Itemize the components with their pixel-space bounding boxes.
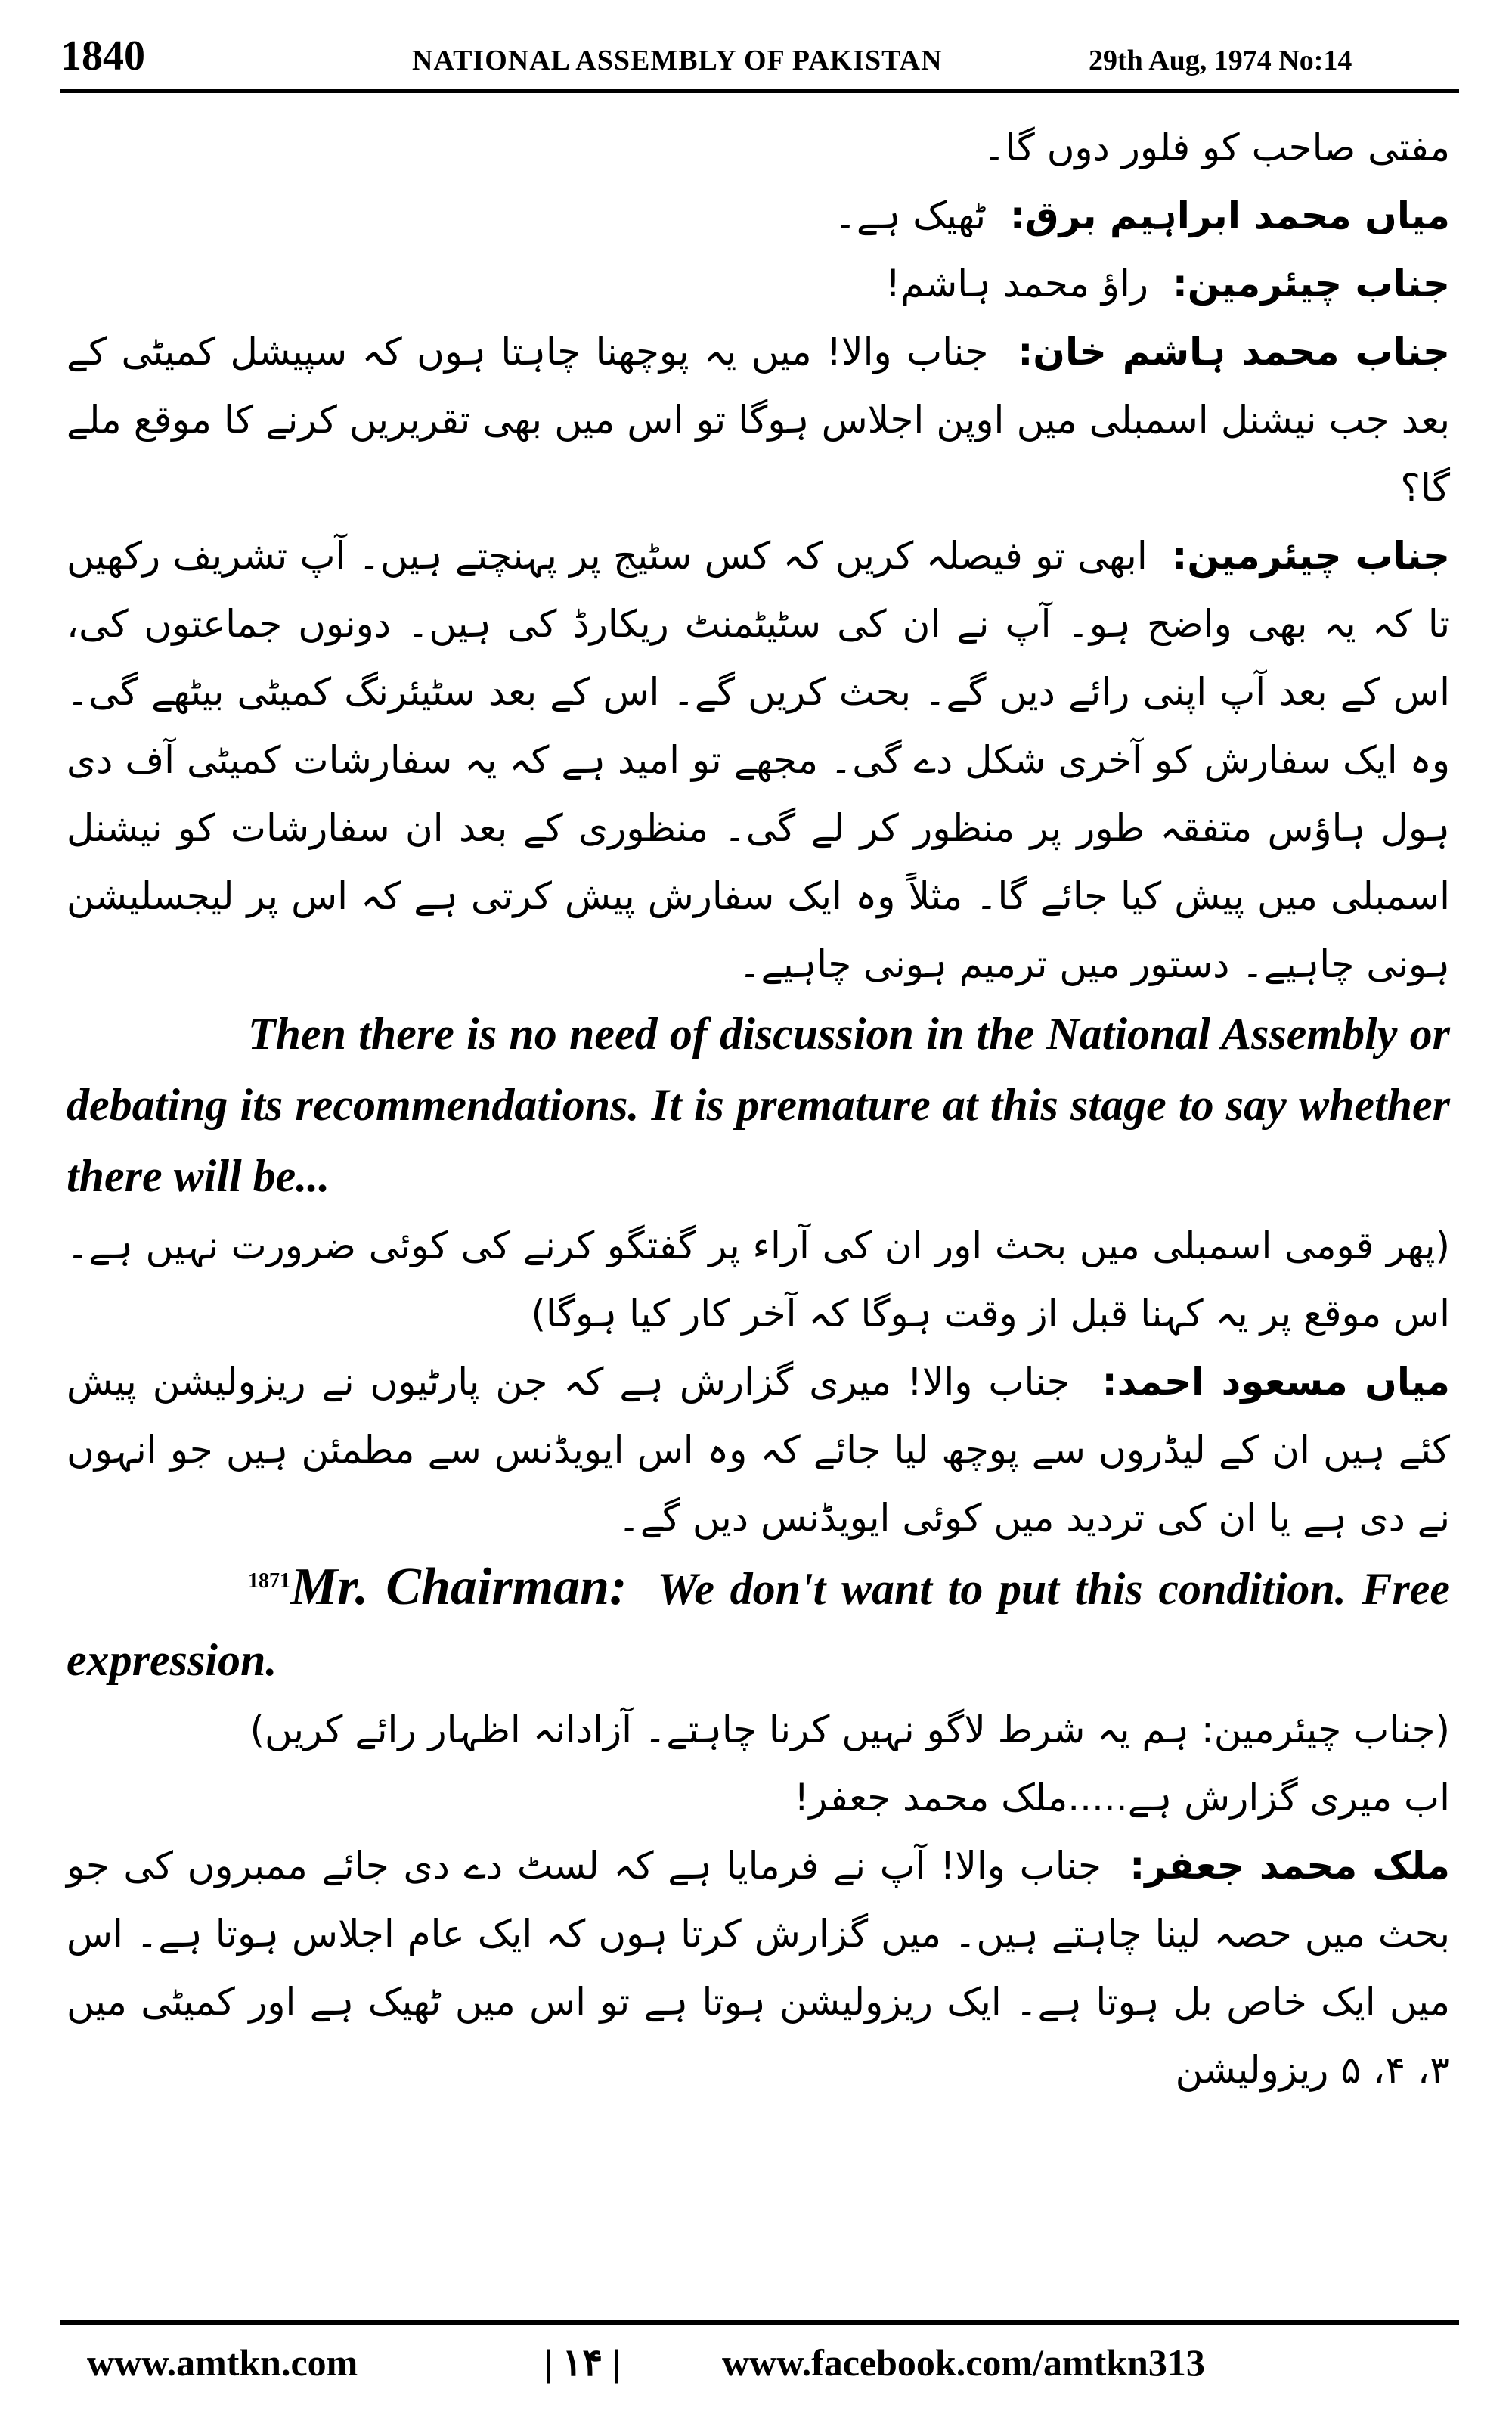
paragraph-6	[67, 1212, 1450, 1348]
speaker-name: ملک محمد جعفر:	[1129, 1844, 1450, 1888]
paragraph-text: جناب والا! آپ نے فرمایا ہے کہ لسٹ دے دی جائے ممبروں کی جو بحث میں حصہ لینا چاہتے ہیں۔ میں گزارش کرتا ہوں کہ ایک عام اجلاس ہوتا ہے۔ اس میں ایک خاص بل ہوتا ہے۔ ایک ریزولیشن ہوتا ہے تو اس میں ٹھیک ہے اور کمیٹی میں ۳، ۴، ۵ ریزولیشن	[67, 1844, 1450, 2092]
footer-rule	[60, 2320, 1459, 2325]
speaker-name: جناب محمد ہاشم خان:	[1018, 330, 1450, 374]
paragraph-7	[67, 1348, 1450, 1552]
transcript-body	[67, 113, 1450, 2307]
paragraph-text: راؤ محمد ہاشم!	[885, 262, 1149, 306]
paragraph-2	[67, 182, 1450, 250]
paragraph-text: اب میری گزارش ہے.....ملک محمد جعفر!	[794, 1776, 1450, 1820]
paragraph-text: We don't want to put this condition. Free expression.	[67, 1564, 1451, 1685]
paragraph-text: ٹھیک ہے۔	[834, 194, 987, 237]
paragraph-text: جناب والا! میری گزارش ہے کہ جن پارٹیوں نے ریزولیشن پیش کئے ہیں ان کے لیڈروں سے پوچھ لیا جائے کہ وہ اس ایویڈنس سے مطمئن ہیں جو انہوں نے دی ہے یا ان کی تردید میں کوئی ایویڈنس دیں گے۔	[67, 1360, 1450, 1540]
footer-facebook-link[interactable]: www.facebook.com/amtkn313	[722, 2341, 1205, 2384]
paragraph-5	[67, 522, 1450, 998]
paragraph-3	[67, 250, 1450, 318]
reference-number: 1871	[248, 1569, 290, 1593]
english-paragraph-2	[67, 1552, 1450, 1696]
page-footer	[0, 2341, 1512, 2401]
paragraph-9	[67, 1764, 1450, 1832]
paragraph-1	[67, 113, 1450, 182]
paragraph-text: (پھر قومی اسمبلی میں بحث اور ان کی آراء پر گفتگو کرنے کی کوئی ضرورت نہیں ہے۔ اس موقع پر یہ کہنا قبل از وقت ہوگا کہ آخر کار کیا ہوگا)	[67, 1224, 1450, 1336]
speaker-name: میاں محمد ابراہیم برق:	[1009, 194, 1450, 237]
speaker-name: Mr. Chairman:	[290, 1558, 627, 1616]
footer-website-link[interactable]: www.amtkn.com	[87, 2341, 358, 2384]
header-date: 29th Aug, 1974 No:14	[1089, 45, 1352, 76]
paragraph-10	[67, 1832, 1450, 2104]
english-paragraph-1: Then there is no need of discussion in the National Assembly or debating its recommendations. It is premature at this stage to say whether there will be...	[67, 1009, 1450, 1201]
speaker-name: میاں مسعود احمد:	[1101, 1360, 1450, 1404]
paragraph-4	[67, 318, 1450, 522]
speaker-name: جناب چیئرمین:	[1172, 262, 1450, 306]
paragraph-text: (جناب چیئرمین: ہم یہ شرط لاگو نہیں کرنا چاہتے۔ آزادانہ اظہار رائے کریں)	[249, 1708, 1450, 1751]
page-number: 1840	[60, 33, 145, 79]
paragraph-text: جناب والا! میں یہ پوچھنا چاہتا ہوں کہ سپیشل کمیٹی کے بعد جب نیشنل اسمبلی میں اوپن اجلاس ہوگا تو اس میں بھی تقریریں کرنے کا موقع ملے گا؟	[67, 330, 1450, 510]
speaker-name: جناب چیئرمین:	[1172, 534, 1450, 578]
footer-page-indicator: | ۱۴ |	[544, 2341, 621, 2384]
header-title: NATIONAL ASSEMBLY OF PAKISTAN	[412, 45, 943, 76]
paragraph-text: مفتی صاحب کو فلور دوں گا۔	[983, 126, 1450, 169]
paragraph-text: ابھی تو فیصلہ کریں کہ کس سٹیج پر پہنچتے ہیں۔ آپ تشریف رکھیں تا کہ یہ بھی واضح ہو۔ آپ نے ان کی سٹیٹمنٹ ریکارڈ کی ہیں۔ دونوں جماعتوں کی، اس کے بعد آپ اپنی رائے دیں گے۔ بحث کریں گے۔ اس کے بعد سٹیئرنگ کمیٹی بیٹھے گی۔ وہ ایک سفارش کو آخری شکل دے گی۔ مجھے تو امید ہے کہ یہ سفارشات کمیٹی آف دی ہول ہاؤس متفقہ طور پر منظور کر لے گی۔ منظوری کے بعد ان سفارشات کو نیشنل اسمبلی میں پیش کیا جائے گا۔ مثلاً وہ ایک سفارش پیش کرتی ہے کہ اس پر لیجسلیشن ہونی چاہیے۔ دستور میں ترمیم ہونی چاہیے۔	[67, 534, 1450, 986]
page-header	[0, 0, 1512, 113]
header-rule	[60, 89, 1459, 93]
paragraph-8	[67, 1696, 1450, 1764]
